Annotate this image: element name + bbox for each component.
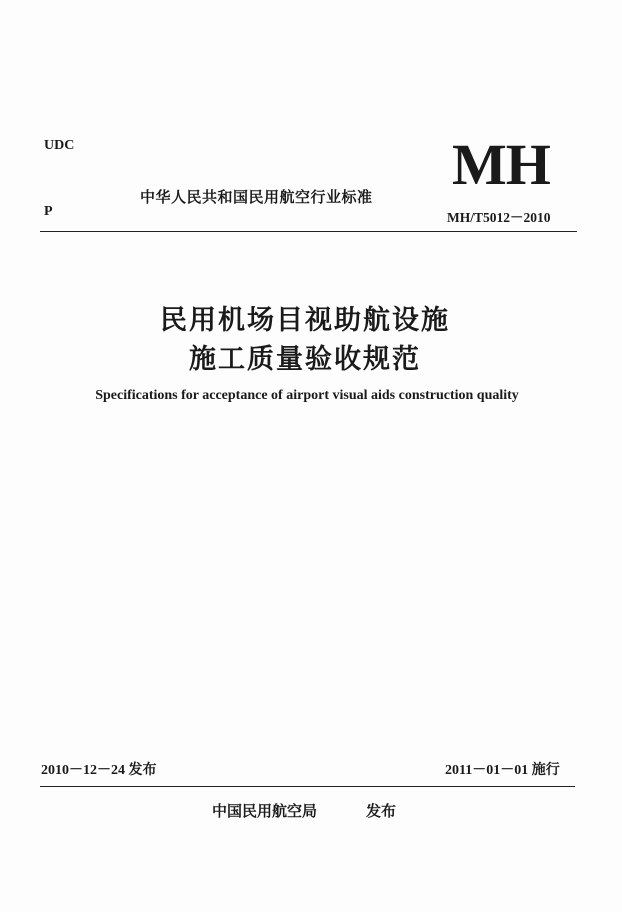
publisher: 中国民用航空局	[212, 802, 318, 820]
header-divider	[40, 231, 577, 232]
mh-logo: MH	[452, 132, 550, 197]
footer-divider	[40, 786, 575, 787]
standard-number: MH/T5012－2010	[447, 210, 551, 225]
effective-date: 2011－01－01 施行	[445, 763, 560, 778]
title-en: Specifications for acceptance of airport visual aids construction quality	[95, 388, 519, 403]
publish-label: 发布	[366, 802, 397, 820]
title-zh-line1: 民用机场目视助航设施	[160, 305, 450, 336]
issuer-standard-title: 中华人民共和国民用航空行业标准	[140, 188, 373, 206]
issue-date: 2010－12－24 发布	[41, 763, 157, 778]
title-zh-line2: 施工质量验收规范	[189, 344, 421, 375]
classification-code: P	[44, 204, 53, 219]
udc-label: UDC	[44, 138, 75, 153]
